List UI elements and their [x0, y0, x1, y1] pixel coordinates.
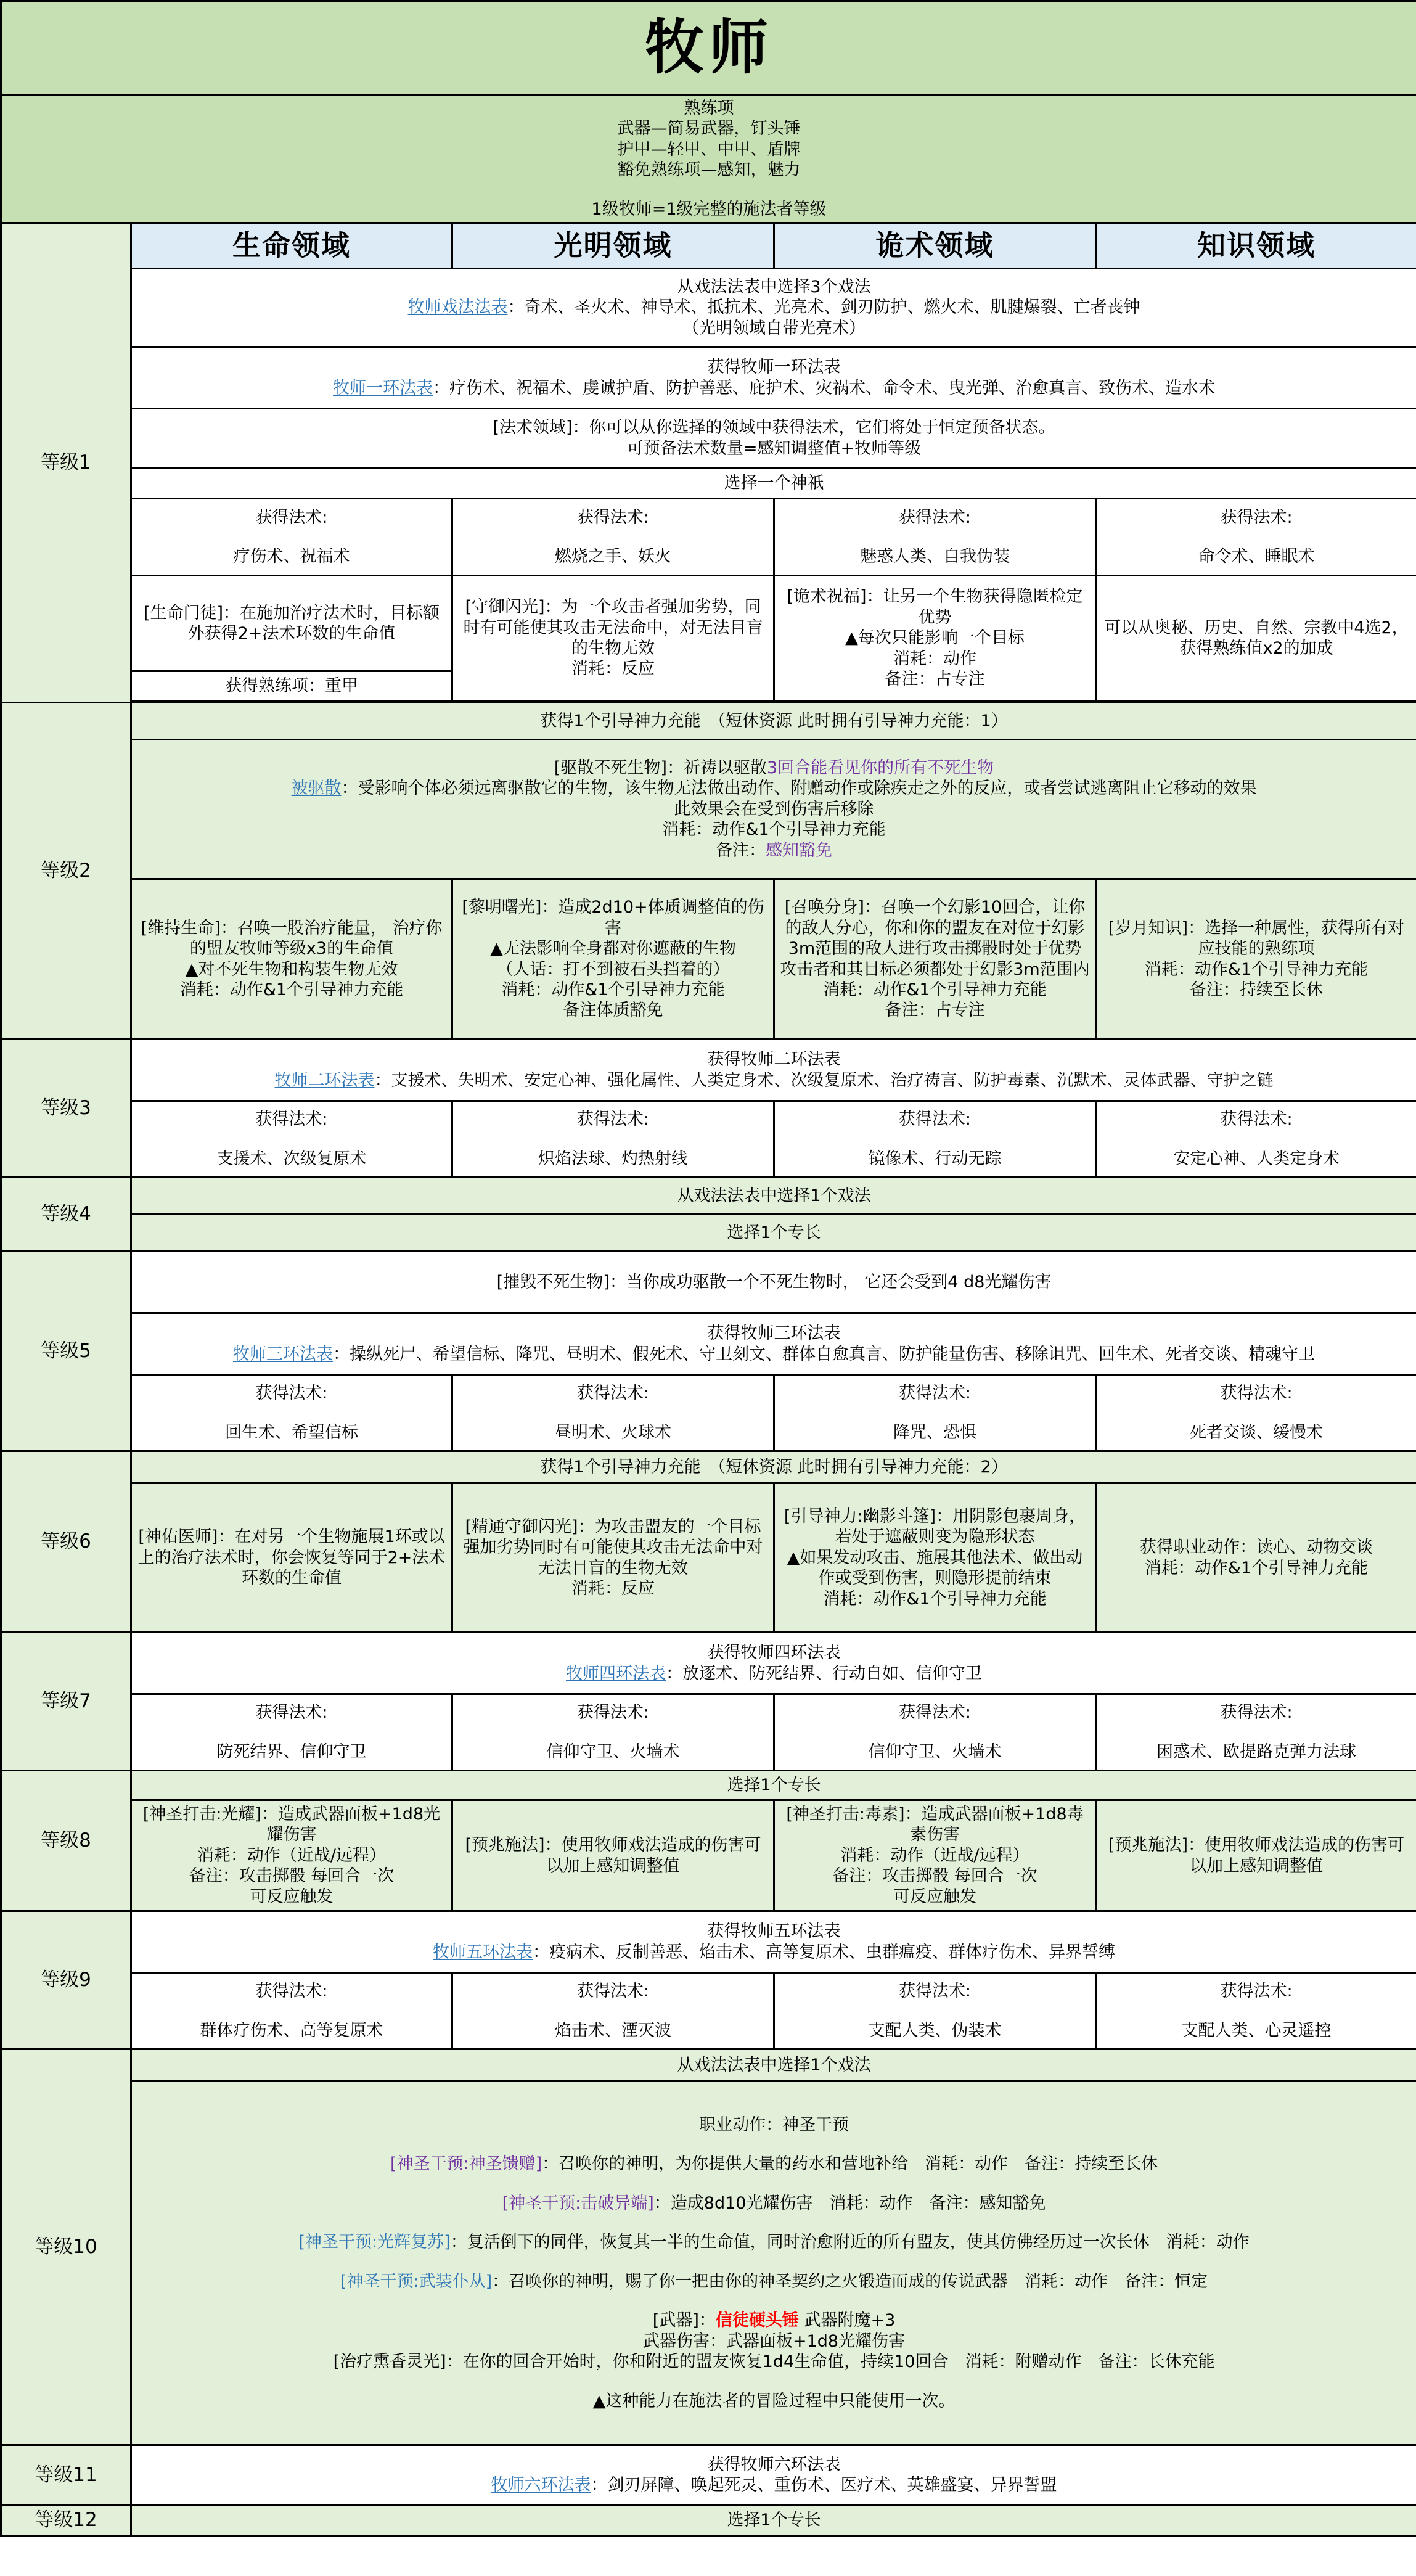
page-title: 牧师	[1, 1, 1416, 95]
table-row	[1, 1178, 1416, 1215]
table-row	[1, 740, 1416, 879]
feat-choice: 选择1个专长	[131, 1771, 1416, 1800]
feat-choice: 选择1个专长	[131, 1215, 1416, 1252]
level-label: 等级2	[1, 703, 131, 1040]
channel-divinity: 获得1个引导神力充能 （短休资源 此时拥有引导神力充能：1）	[131, 703, 1416, 740]
light-feature: [黎明曙光]：造成2d10+体质调整值的伤害 ▲无法影响全身都对你遮蔽的生物 （人话：打不到被石头挡着的） 消耗：动作&1个引导神力充能 备注体质豁免	[452, 879, 774, 1040]
destroy-undead: [摧毁不死生物]：当你成功驱散一个不死生物时， 它还会受到4 d8光耀伤害	[131, 1252, 1416, 1313]
domain-spells: 获得法术: 昼明术、火球术	[452, 1375, 774, 1451]
level-label: 等级8	[1, 1771, 131, 1911]
domain-spells: 获得法术: 支配人类、心灵遥控	[1096, 1973, 1416, 2049]
table-row	[1, 468, 1416, 499]
domain-spells: 获得法术: 支配人类、伪装术	[774, 1973, 1096, 2049]
level-label: 等级3	[1, 1040, 131, 1178]
light-feature: [预兆施法]：使用牧师戏法造成的伤害可以加上感知调整值	[452, 1800, 774, 1911]
divine-intervention: 职业动作：神圣干预 [神圣干预:神圣馈赠]：召唤你的神明，为你提供大量的药水和营地补给 消耗：动作 备注：持续至长休 [神圣干预:击破异端]：造成8d10光耀伤害 消耗：动作 备注：感知豁免 [神圣干预:光辉复苏]：复活倒下的同伴，恢复其一半的生命值，同时治愈附近的所有盟友，使其仿佛经历过一次长休 消耗：动作 [神圣干预:武装仆从]：召唤你的神明，赐了你一把由你的神圣契约之火锻造而成的传说武器 消耗：动作 备注：恒定 [武器]：信徒硬头锤 武器附魔+3 武器伤害：武器面板+1d8光耀伤害 [治疗熏香灵光]：在你的回合开始时，你和附近的盟友恢复1d4生命值，持续10回合 消耗：附赠动作 备注：长休充能 ▲这种能力在施法者的冒险过程中只能使用一次。	[131, 2082, 1416, 2445]
level-label: 等级5	[1, 1252, 131, 1451]
table-row	[1, 1215, 1416, 1252]
table-row	[1, 1252, 1416, 1313]
table-row	[1, 1101, 1416, 1178]
table-row	[1, 1633, 1416, 1694]
caster-level-note: 1级牧师=1级完整的施法者等级	[591, 199, 827, 219]
table-row	[1, 1694, 1416, 1771]
trickery-feature: [引导神力:幽影斗篷]：用阴影包裹周身，若处于遮蔽则变为隐形状态 ▲如果发动攻击、施展其他法术、做出动作或受到伤害，则隐形提前结束 消耗：动作&1个引导神力充能	[774, 1483, 1096, 1633]
spell-list-link[interactable]: 牧师二环法表	[274, 1070, 375, 1090]
domain-rule-text: [法术领域]：你可以从你选择的领域中获得法术，它们将处于恒定预备状态。	[493, 418, 1055, 438]
table-row	[1, 2049, 1416, 2082]
domain-spells: 获得法术: 回生术、希望信标	[131, 1375, 452, 1451]
spell-list-heading: 获得牧师一环法表	[707, 358, 841, 377]
domain-spells: 获得法术: 炽焰法球、灼热射线	[452, 1101, 774, 1178]
spell-list-block: 获得牧师四环法表 牧师四环法表：放逐术、防死结界、行动自如、信仰守卫	[131, 1633, 1416, 1694]
spell-list-block: 获得牧师三环法表 牧师三环法表：操纵死尸、希望信标、降咒、昼明术、假死术、守卫刻文、群体自愈真言、防护能量伤害、移除诅咒、回生术、死者交谈、精魂守卫	[131, 1313, 1416, 1375]
spell-list-link[interactable]: 牧师三环法表	[233, 1344, 334, 1364]
domain-spells: 获得法术: 群体疗伤术、高等复原术	[131, 1973, 452, 2049]
domain-spells: 获得法术: 燃烧之手、妖火	[452, 499, 774, 576]
proficiency-row	[1, 95, 1416, 223]
domain-spells: 获得法术: 命令术、睡眠术	[1096, 499, 1416, 576]
table-row	[1, 576, 1416, 671]
table-row	[1, 269, 1416, 347]
cantrip-choice: 从戏法法表中选择1个戏法	[131, 2049, 1416, 2082]
intervention-option: [神圣干预:武装仆从]	[340, 2271, 493, 2291]
cantrip-note: （光明领域自带光亮术）	[682, 318, 866, 338]
table-row	[1, 1771, 1416, 1800]
weapon-proficiency: 武器—简易武器，钉头锤	[617, 119, 801, 139]
table-row	[1, 1483, 1416, 1633]
spell-list-link[interactable]: 牧师六环法表	[491, 2476, 591, 2495]
domain-life: 生命领域	[131, 223, 452, 269]
spell-list-link[interactable]: 牧师一环法表	[333, 378, 433, 398]
table-row	[1, 499, 1416, 576]
domain-header-row	[1, 223, 1416, 269]
life-feature: [神圣打击:光耀]：造成武器面板+1d8光耀伤害 消耗：动作（近战/远程） 备注：攻击掷骰 每回合一次 可反应触发	[131, 1800, 452, 1911]
light-feature: [精通守御闪光]：为攻击盟友的一个目标强加劣势同时有可能使其攻击无法命中对无法目盲的生物无效 消耗：反应	[452, 1483, 774, 1633]
domain-spells: 获得法术: 魅惑人类、自我伪装	[774, 499, 1096, 576]
trickery-feature: [召唤分身]：召唤一个幻影10回合，让你的敌人分心，你和你的盟友在对位于幻影3m范围的敌人进行攻击掷骰时处于优势 攻击者和其目标必须都处于幻影3m范围内 消耗：动作&1个引导神力充能 备注：占专注	[774, 879, 1096, 1040]
table-row	[1, 1911, 1416, 1973]
intervention-option: [神圣干预:神圣馈赠]	[390, 2154, 542, 2174]
cantrip-block	[131, 269, 1416, 347]
level-label: 等级9	[1, 1911, 131, 2049]
life-proficiency: 获得熟练项：重甲	[131, 671, 452, 701]
life-feature: [维持生命]：召唤一股治疗能量， 治疗你的盟友牧师等级x3的生命值 ▲对不死生物和构装生物无效 消耗：动作&1个引导神力充能	[131, 879, 452, 1040]
trickery-feature: [诡术祝福]：让另一个生物获得隐匿检定优势 ▲每次只能影响一个目标 消耗：动作 备注：占专注	[774, 576, 1096, 701]
level-label: 等级11	[1, 2445, 131, 2505]
channel-divinity: 获得1个引导神力充能 （短休资源 此时拥有引导神力充能：2）	[131, 1451, 1416, 1483]
weapon-name: 信徒硬头锤	[715, 2311, 799, 2331]
domain-spells: 获得法术: 死者交谈、缓慢术	[1096, 1375, 1416, 1451]
spell-list-link[interactable]: 牧师五环法表	[433, 1942, 533, 1962]
title-row	[1, 1, 1416, 95]
cantrip-list-link[interactable]: 牧师戏法法表	[407, 298, 508, 318]
save-proficiency: 豁免熟练项—感知，魅力	[617, 160, 801, 180]
level-label: 等级12	[1, 2505, 131, 2536]
table-row	[1, 2445, 1416, 2505]
domain-spells: 获得法术: 困惑术、欧提路克弹力法球	[1096, 1694, 1416, 1771]
domain-spells: 获得法术: 信仰守卫、火墙术	[774, 1694, 1096, 1771]
table-row	[1, 1973, 1416, 2049]
spell-list-link[interactable]: 牧师四环法表	[566, 1663, 666, 1683]
cantrip-list: ：奇术、圣火术、神导术、抵抗术、光亮术、剑刃防护、燃火术、肌腱爆裂、亡者丧钟	[507, 298, 1140, 318]
spell-list-block: 获得牧师五环法表 牧师五环法表：疫病术、反制善恶、焰击术、高等复原术、虫群瘟疫、群体疗伤术、异界誓缚	[131, 1911, 1416, 1973]
domain-spells: 获得法术: 支援术、次级复原术	[131, 1101, 452, 1178]
cantrip-heading: 从戏法法表中选择3个戏法	[677, 277, 871, 297]
knowledge-feature: 获得职业动作：读心、动物交谈 消耗：动作&1个引导神力充能	[1096, 1483, 1416, 1633]
domain-spells: 获得法术: 镜像术、行动无踪	[774, 1101, 1096, 1178]
prepared-spells-rule: 可预备法术数量=感知调整值+牧师等级	[626, 438, 922, 458]
domain-spells: 获得法术: 安定心神、人类定身术	[1096, 1101, 1416, 1178]
table-row	[1, 1451, 1416, 1483]
table-row	[1, 409, 1416, 468]
domain-spells: 获得法术: 防死结界、信仰守卫	[131, 1694, 452, 1771]
choose-deity: 选择一个神祇	[131, 468, 1416, 499]
table-row	[1, 1040, 1416, 1101]
armor-proficiency: 护甲—轻甲、中甲、盾牌	[617, 139, 801, 159]
table-row	[1, 2082, 1416, 2445]
intervention-option: [神圣干预:光辉复苏]	[298, 2233, 451, 2252]
domain-spells: 获得法术: 焰击术、湮灭波	[452, 1973, 774, 2049]
knowledge-feature: 可以从奥秘、历史、自然、宗教中4选2，获得熟练值x2的加成	[1096, 576, 1416, 701]
level-label: 等级4	[1, 1178, 131, 1252]
domain-spells: 获得法术: 信仰守卫、火墙术	[452, 1694, 774, 1771]
proficiency-block	[1, 95, 1416, 223]
level-label: 等级1	[1, 223, 131, 703]
table-row	[1, 347, 1416, 409]
level-label: 等级6	[1, 1451, 131, 1633]
trickery-feature: [神圣打击:毒素]：造成武器面板+1d8毒素伤害 消耗：动作（近战/远程） 备注：攻击掷骰 每回合一次 可反应触发	[774, 1800, 1096, 1911]
spell-list: ：疗伤术、祝福术、虔诚护盾、防护善恶、庇护术、灾祸术、命令术、曳光弹、治愈真言、致伤术、造水术	[433, 378, 1216, 398]
domain-knowledge: 知识领域	[1096, 223, 1416, 269]
domain-light: 光明领域	[452, 223, 774, 269]
spell-list-block	[131, 347, 1416, 409]
spell-list-block: 获得牧师二环法表 牧师二环法表：支援术、失明术、安定心神、强化属性、人类定身术、次级复原术、治疗祷言、防护毒素、沉默术、灵体武器、守护之链	[131, 1040, 1416, 1101]
cantrip-choice: 从戏法法表中选择1个戏法	[131, 1178, 1416, 1215]
domain-trickery: 诡术领域	[774, 223, 1096, 269]
life-feature: [生命门徒]：在施加治疗法术时，目标额外获得2+法术环数的生命值	[131, 576, 452, 671]
light-feature: [守御闪光]：为一个攻击者强加劣势，同时有可能使其攻击无法命中，对无法目盲的生物无效 消耗：反应	[452, 576, 774, 701]
table-row	[1, 1800, 1416, 1911]
table-row	[1, 1313, 1416, 1375]
proficiency-heading: 熟练项	[684, 98, 734, 118]
domain-spells: 获得法术: 降咒、恐惧	[774, 1375, 1096, 1451]
knowledge-feature: [预兆施法]：使用牧师戏法造成的伤害可以加上感知调整值	[1096, 1800, 1416, 1911]
table-row	[1, 1375, 1416, 1451]
knowledge-feature: [岁月知识]：选择一种属性，获得所有对应技能的熟练项 消耗：动作&1个引导神力充能 备注：持续至长休	[1096, 879, 1416, 1040]
feat-choice: 选择1个专长	[131, 2505, 1416, 2536]
spell-list-block: 获得牧师六环法表 牧师六环法表：剑刃屏障、唤起死灵、重伤术、医疗术、英雄盛宴、异界誓盟	[131, 2445, 1416, 2505]
intervention-option: [神圣干预:击破异端]	[502, 2193, 654, 2213]
table-row	[1, 703, 1416, 740]
domain-spells: 获得法术: 疗伤术、祝福术	[131, 499, 452, 576]
level-label: 等级10	[1, 2049, 131, 2445]
table-row	[1, 2505, 1416, 2536]
table-row	[1, 879, 1416, 1040]
turned-link[interactable]: 被驱散	[291, 779, 342, 798]
level-label: 等级7	[1, 1633, 131, 1771]
domain-rule	[131, 409, 1416, 468]
life-feature: [神佑医师]：在对另一个生物施展1环或以上的治疗法术时，你会恢复等同于2+法术环数的生命值	[131, 1483, 452, 1633]
turn-undead: [驱散不死生物]：祈祷以驱散3回合能看见你的所有不死生物 被驱散：受影响个体必须远离驱散它的生物，该生物无法做出动作、附赠动作或除疾走之外的反应，或者尝试逃离阻止它移动的效果 此效果会在受到伤害后移除 消耗：动作&1个引导神力充能 备注：感知豁免	[131, 740, 1416, 879]
